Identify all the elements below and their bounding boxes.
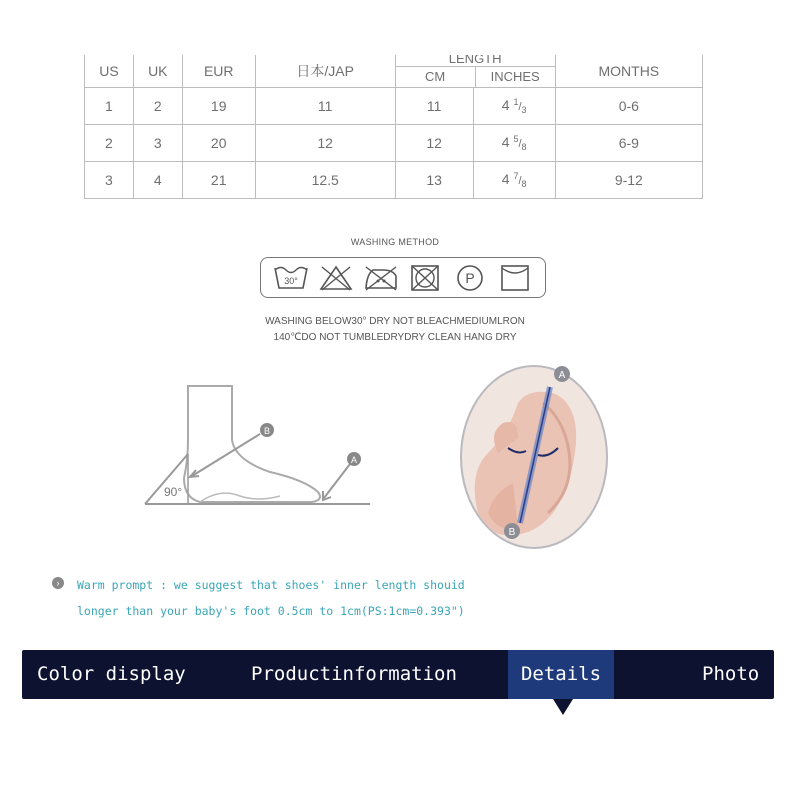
inch-whole: 4 [501,134,510,150]
point-a-label: A [350,455,358,465]
product-nav-bar [22,650,774,699]
header-cm: CM [396,67,476,87]
header-length-group [395,55,555,88]
cell-cm: 13 [395,162,473,199]
cell-jap: 12.5 [255,162,395,199]
inch-den: 3 [521,105,527,115]
cell-inches: 4 $^1/_3$ [473,88,555,125]
baby-foot-photo [458,363,610,551]
washing-symbols [260,257,546,298]
table-row [85,88,703,125]
warm-prompt [52,572,465,624]
wash-temp-label: 30° [284,275,299,286]
cell-uk: 3 [133,125,182,162]
no-bleach-icon [318,263,354,293]
inch-num: 7 [513,171,519,181]
inch-num: 1 [513,97,519,107]
washing-text-line1: WASHING BELOW30° DRY NOT BLEACHMEDIUMLRON [265,316,525,327]
active-tab-pointer [553,699,573,715]
header-months: MONTHS [555,55,702,88]
warm-prompt-line1: Warm prompt : we suggest that shoes' inner length shouid [77,578,465,592]
washing-title: WASHING METHOD [350,237,440,247]
cell-months: 9-12 [555,162,702,199]
cell-months: 0-6 [555,88,702,125]
cell-eur: 19 [182,88,255,125]
inch-den: 8 [521,179,527,189]
wash-30-icon [273,263,309,293]
hang-dry-icon [497,263,533,293]
cell-months: 6-9 [555,125,702,162]
header-jap: 日本/JAP [255,55,395,88]
tab-color-display[interactable]: Color display [37,663,186,685]
cell-jap: 11 [255,88,395,125]
washing-text-line2: 140℃DO NOT TUMBLEDRYDRY CLEAN HANG DRY [273,332,517,343]
photo-point-b-label: B [508,527,516,538]
size-table [84,55,703,199]
point-b-label: B [263,426,271,436]
cell-eur: 20 [182,125,255,162]
warm-prompt-line2: longer than your baby's foot 0.5cm to 1cm(PS:1cm=0.393") [77,604,465,618]
cell-jap: 12 [255,125,395,162]
inch-whole: 4 [501,171,510,187]
header-eur: EUR [182,55,255,88]
angle-label: 90° [164,485,183,499]
cell-eur: 21 [182,162,255,199]
tab-product-information[interactable]: Productinformation [251,663,457,685]
cell-us: 1 [85,88,134,125]
cell-inches: 4 $^5/_8$ [473,125,555,162]
tab-details[interactable]: Details [508,650,614,699]
cell-cm: 12 [395,125,473,162]
cell-cm: 11 [395,88,473,125]
header-length: LENGTH [396,55,555,67]
header-inches: INCHES [490,69,540,84]
cell-us: 3 [85,162,134,199]
cell-uk: 2 [133,88,182,125]
inch-den: 8 [521,142,527,152]
foot-measure-diagram [140,380,380,510]
inch-whole: 4 [501,97,510,113]
no-tumble-dry-icon [407,263,443,293]
table-header-row [85,55,703,88]
dry-clean-label: P [465,269,475,286]
chevron-right-icon: › [52,577,64,589]
header-uk: UK [133,55,182,88]
cell-uk: 4 [133,162,182,199]
table-row [85,125,703,162]
header-us: US [85,55,134,88]
inch-num: 5 [513,134,519,144]
dry-clean-icon [452,263,488,293]
iron-medium-icon [363,263,399,293]
photo-point-a-label: A [558,370,566,381]
tab-photo[interactable]: Photo [702,663,760,685]
cell-us: 2 [85,125,134,162]
table-row [85,162,703,199]
cell-inches: 4 $^7/_8$ [473,162,555,199]
